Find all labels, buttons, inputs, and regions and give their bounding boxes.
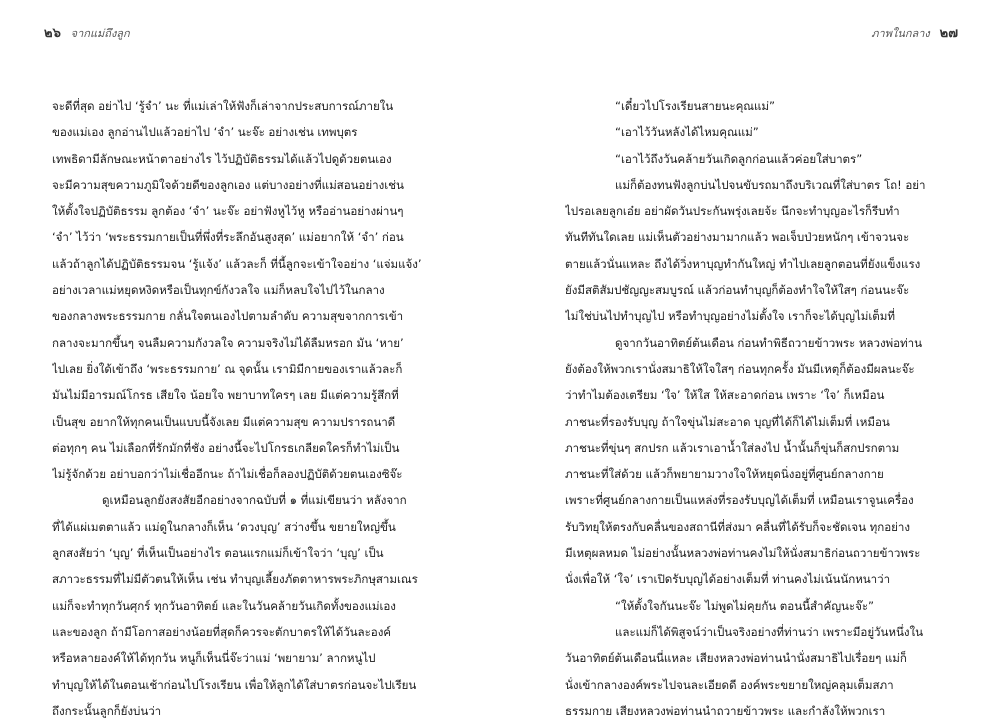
right-page-header [865,22,958,43]
text-line: ถึงกระนั้นลูกก็ยังบ่นว่า [52,703,162,718]
text-line: ไปเลย ยิ่งใด้เข้าถึง ‘พระธรรมกาย’ ณ จุดนั้น เรามิมีกายของเราแล้วละก็ [52,361,403,376]
text-line: เพราะที่ศูนย์กลางกายเป็นแหล่งที่รองรับบุญได้เต็มที่ เหมือนเราจูนเครื่อง [565,493,914,508]
text-line: แล้วถ้าลูกได้ปฏิบัติธรรมจน ‘รู้แจ้ง’ แล้วละก็ ที่นี้ลูกจะเข้าใจอย่าง ‘แจ่มแจ้ง’ [52,256,422,271]
text-line: ไม่รู้จักด้วย อย่าบอกว่าไม่เชื่ออีกนะ ถ้าไม่เชื่อก็ลองปฏิบัติด้วยตนเองซิจ๊ะ [52,467,403,482]
text-line: ทันทีทันใดเลย แม่เห็นตัวอย่างมามากแล้ว พอเจ็บป่วยหนักๆ เข้าจวนจะ [565,230,910,245]
text-line: อย่างเวลาแม่หยุดหงิดหรือเป็นทุกข์กังวลใจ แม่ก็หลบใจไปไว้ในกลาง [52,283,385,298]
text-line: ‘จำ’ ไว้ว่า ‘พระธรรมกายเป็นที่พึ่งที่ระลึกอันสูงสุด’ แม่อยากให้ ‘จำ’ ก่อน [52,230,404,245]
text-line: ที่ได้แผ่เมตตาแล้ว แม่ดูในกลางก็เห็น ‘ดวงบุญ’ สว่างขึ้น ขยายใหญ่ขึ้น [52,519,396,534]
text-line: ภาชนะที่ใส่ด้วย แล้วก็พยายามวางใจให้หยุดนิ่งอยู่ที่ศูนย์กลางกาย [565,467,884,482]
left-page [0,0,500,718]
text-line: และของลูก ถ้ามีโอกาสอย่างน้อยที่สุดก็ควรจะตักบาตรให้ได้วันละองค์ [52,624,392,639]
text-line: ภาชนะที่ขุ่นๆ สกปรก แล้วเราเอาน้ำใส่ลงไป น้ำนั้นก็ขุ่นก็สกปรกตาม [565,440,900,455]
dialogue-line: “เดี๋ยวไปโรงเรียนสายนะคุณแม่” [615,99,775,113]
right-page-body [565,93,973,724]
text-line: ดูจากวันอาทิตย์ต้นเดือน ก่อนทำพิธีถวายข้าวพระ หลวงพ่อท่าน [615,335,922,350]
text-line: ยังต้องให้พวกเรานั่งสมาธิให้ใจใสๆ ก่อนทุกครั้ง มันมีเหตุก็ต้องมีผลนะจ๊ะ [565,361,915,376]
text-line: แม่ก็จะทำทุกวันศุกร์ ทุกวันอาทิตย์ และในวันคล้ายวันเกิดทั้งของแม่เอง [52,598,396,613]
dialogue-line: “ให้ตั้งใจกันนะจ๊ะ ไม่พูดไม่คุยกัน ตอนนี้สำคัญนะจ๊ะ” [615,598,874,613]
dialogue-line: “เอาไว้ถึงวันคล้ายวันเกิดลูกก่อนแล้วค่อยใส่บาตร” [615,151,863,166]
left-page-number: ๒๖ [44,26,61,41]
text-line: วันอาทิตย์ต้นเดือนนี่แหละ เสียงหลวงพ่อท่านนำนั่งสมาธิไปเรื่อยๆ แม่ก็ [565,651,907,666]
text-line: ไปรอเลยลูกเอ๋ย อย่าผัดวันประกันพรุ่งเลยจ้ะ นึกจะทำบุญอะไรก็รีบทำ [565,204,900,219]
text-line: รับวิทยุให้ตรงกับคลื่นของสถานีที่ส่งมา คลื่นที่ได้รับก็จะชัดเจน ทุกอย่าง [565,519,910,534]
text-line: นั่งเพื่อให้ ‘ใจ’ เราเปิดรับบุญได้อย่างเต็มที่ ท่านคงไม่เน้นนักหนาว่า [565,572,891,587]
text-line: ของแม่เอง ลูกอ่านไปแล้วอย่าไป ‘จำ’ นะจ๊ะ อย่างเช่น เทพบุตร [52,125,358,140]
text-line: ดูเหมือนลูกยังสงสัยอีกอย่างจากฉบับที่ ๑ ที่แม่เขียนว่า หลังจาก [102,493,407,508]
text-line: ตายแล้วนั่นแหละ ถึงได้วิ่งหาบุญทำกันใหญ่ ทำไปเลยลูกตอนที่ยังแข็งแรง [565,256,921,271]
text-line: และแม่ก็ได้พิสูจน์ว่าเป็นจริงอย่างที่ท่านว่า เพราะมีอยู่วันหนึ่งใน [615,624,923,639]
text-line: เทพธิดามีลักษณะหน้าตาอย่างไร ไว้ปฏิบัติธรรมได้แล้วไปดูด้วยตนเอง [52,151,392,166]
dialogue-line: “เอาไว้วันหลังได้ไหมคุณแม่” [615,125,759,140]
right-running-title: ภาพในกลาง [871,27,930,40]
left-page-header [44,22,136,43]
left-running-title: จากแม่ถึงลูก [70,27,130,40]
right-page-number: ๒๗ [939,26,958,41]
text-line: หรือหลายองค์ให้ได้ทุกวัน หนูก็เห็นนี่จ๊ะว่าแม่ ‘พยายาม’ ลากหนูไป [52,651,376,666]
text-line: มีเหตุผลหมด ไม่อย่างนั้นหลวงพ่อท่านคงไม่ให้นั่งสมาธิก่อนถวายข้าวพระ [565,546,921,561]
text-line: ภาชนะที่รองรับบุญ ถ้าใจขุ่นไม่สะอาด บุญที่ได้ก็ได้ไม่เต็มที่ เหมือน [565,414,890,429]
text-line: ให้ตั้งใจปฏิบัติธรรม ลูกต้อง ‘จำ’ นะจ๊ะ อย่าฟังหูไว้หู หรืออ่านอย่างผ่านๆ [52,204,404,219]
text-line: กลางจะมากขึ้นๆ จนลืมความกังวลใจ ความจริงไม่ได้ลืมหรอก มัน ‘หาย’ [52,335,404,350]
text-line: ไม่ใช่บ่นไปทำบุญไป หรือทำบุญอย่างไม่ตั้งใจ เราก็จะได้บุญไม่เต็มที่ [565,309,895,324]
text-line: ว่าทำไมต้องเตรียม ‘ใจ’ ให้ใส ให้สะอาดก่อน เพราะ ‘ใจ’ ก็เหมือน [565,388,885,403]
text-line: ยังมีสติสัมปชัญญะสมบูรณ์ แล้วก่อนทำบุญก็ต้องทำใจให้ใสๆ ก่อนนะจ๊ะ [565,283,910,298]
right-page [500,0,1000,718]
text-line: ต่อทุกๆ คน ไม่เลือกที่รักมักที่ชัง อย่างนี้จะไปโกรธเกลียดใครก็ทำไม่เป็น [52,440,400,455]
left-page-body [52,93,460,724]
text-line: จะมีความสุขความภูมิใจด้วยดีของลูกเอง แต่บางอย่างที่แม่สอนอย่างเช่น [52,177,404,192]
text-line: มันไม่มีอารมณ์โกรธ เสียใจ น้อยใจ พยาบาทใครๆ เลย มีแต่ความรู้สึกที่ [52,388,399,403]
text-line: เป็นสุข อยากให้ทุกคนเป็นแบบนี้จังเลย มีแต่ความสุข ความปรารถนาดี [52,414,396,429]
text-line: ธรรมกาย เสียงหลวงพ่อท่านนำถวายข้าวพระ และกำลังให้พวกเรา [565,703,886,718]
text-line: นั่งเข้ากลางองค์พระไปจนละเอียดดี องค์พระขยายใหญ่คลุมเต็มสภา [565,677,894,692]
text-line: สภาวะธรรมที่ไม่มีตัวตนให้เห็น เช่น ทำบุญเลี้ยงภัตตาหารพระภิกษุสามเณร [52,572,418,587]
text-line: ทำบุญให้ได้ในตอนเช้าก่อนไปโรงเรียน เพื่อให้ลูกได้ใส่บาตรก่อนจะไปเรียน [52,677,417,692]
text-line: ลูกสงสัยว่า ‘บุญ’ ที่เห็นเป็นอย่างไร ตอนแรกแม่ก็เข้าใจว่า ‘บุญ’ เป็น [52,546,384,561]
text-line: แม่ก็ต้องทนฟังลูกบ่นไปจนขับรถมาถึงบริเวณที่ใส่บาตร โถ! อย่า [615,177,926,192]
text-line: ของกลางพระธรรมกาย กลั่นใจตนเองไปตามลำดับ ความสุขจากการเข้า [52,309,404,324]
text-line: จะดีที่สุด อย่าไป ‘รู้จำ’ นะ ที่แม่เล่าให้ฟังก็เล่าจากประสบการณ์ภายใน [52,99,394,113]
